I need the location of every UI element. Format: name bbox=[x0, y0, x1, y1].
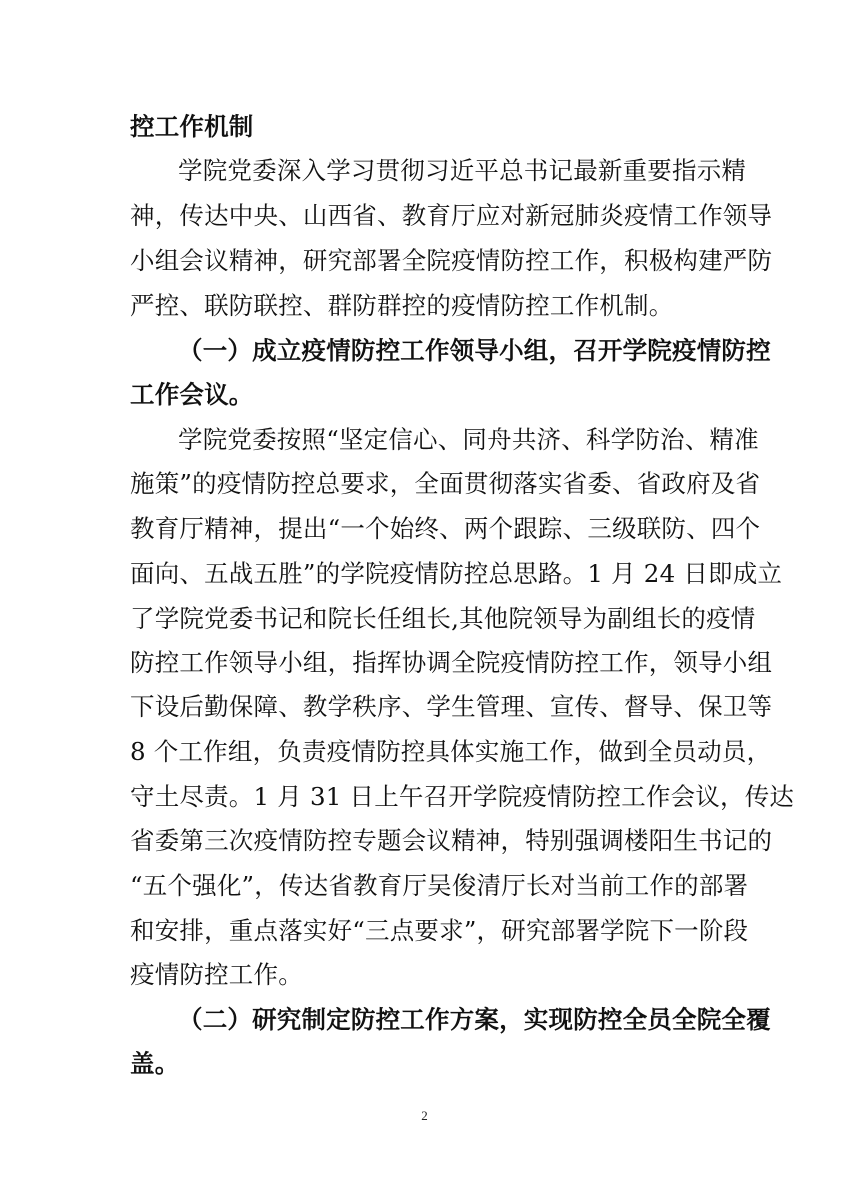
paragraph-line: 8 个工作组，负责疫情防控具体实施工作，做到全员动员， bbox=[130, 737, 772, 766]
paragraph-line: 防控工作领导小组，指挥协调全院疫情防控工作，领导小组 bbox=[130, 648, 773, 677]
subsection-title: （一）成立疫情防控工作领导小组，召开学院疫情防控 bbox=[178, 336, 771, 365]
paragraph-line: 和安排，重点落实好“三点要求”，研究部署学院下一阶段 bbox=[130, 916, 749, 945]
section-heading: 控工作机制 bbox=[130, 112, 254, 141]
paragraph-line: 小组会议精神，研究部署全院疫情防控工作，积极构建严防 bbox=[130, 246, 773, 275]
paragraph-line: 教育厅精神，提出“一个始终、两个跟踪、三级联防、四个 bbox=[130, 514, 761, 543]
page-number: 2 bbox=[421, 1108, 428, 1123]
paragraph-line: 面向、五战五胜”的学院疫情防控总思路。1 月 24 日即成立 bbox=[130, 559, 783, 588]
subsection-title: （二）研究制定防控工作方案，实现防控全员全院全覆 bbox=[178, 1005, 771, 1034]
paragraph-line: 施策”的疫情防控总要求，全面贯彻落实省委、省政府及省 bbox=[130, 469, 761, 498]
paragraph-line: 省委第三次疫情防控专题会议精神，特别强调楼阳生书记的 bbox=[130, 826, 773, 855]
paragraph-line: “五个强化”，传达省教育厅吴俊清厅长对当前工作的部署 bbox=[130, 871, 749, 900]
paragraph-line: 下设后勤保障、教学秩序、学生管理、宣传、督导、保卫等 bbox=[130, 692, 773, 721]
paragraph-line: 神，传达中央、山西省、教育厅应对新冠肺炎疫情工作领导 bbox=[130, 201, 773, 230]
subsection-title: 盖。 bbox=[130, 1049, 180, 1078]
paragraph-line: 学院党委深入学习贯彻习近平总书记最新重要指示精 bbox=[178, 156, 747, 185]
paragraph-line: 疫情防控工作。 bbox=[130, 960, 303, 989]
subsection-title: 工作会议。 bbox=[130, 380, 254, 409]
paragraph-line: 严控、联防联控、群防群控的疫情防控工作机制。 bbox=[130, 291, 674, 320]
paragraph-line: 了学院党委书记和院长任组长,其他院领导为副组长的疫情 bbox=[130, 604, 756, 633]
paragraph-line: 学院党委按照“坚定信心、同舟共济、科学防治、精准 bbox=[178, 425, 759, 454]
paragraph-line: 守土尽责。1 月 31 日上午召开学院疫情防控工作会议，传达 bbox=[130, 782, 795, 811]
